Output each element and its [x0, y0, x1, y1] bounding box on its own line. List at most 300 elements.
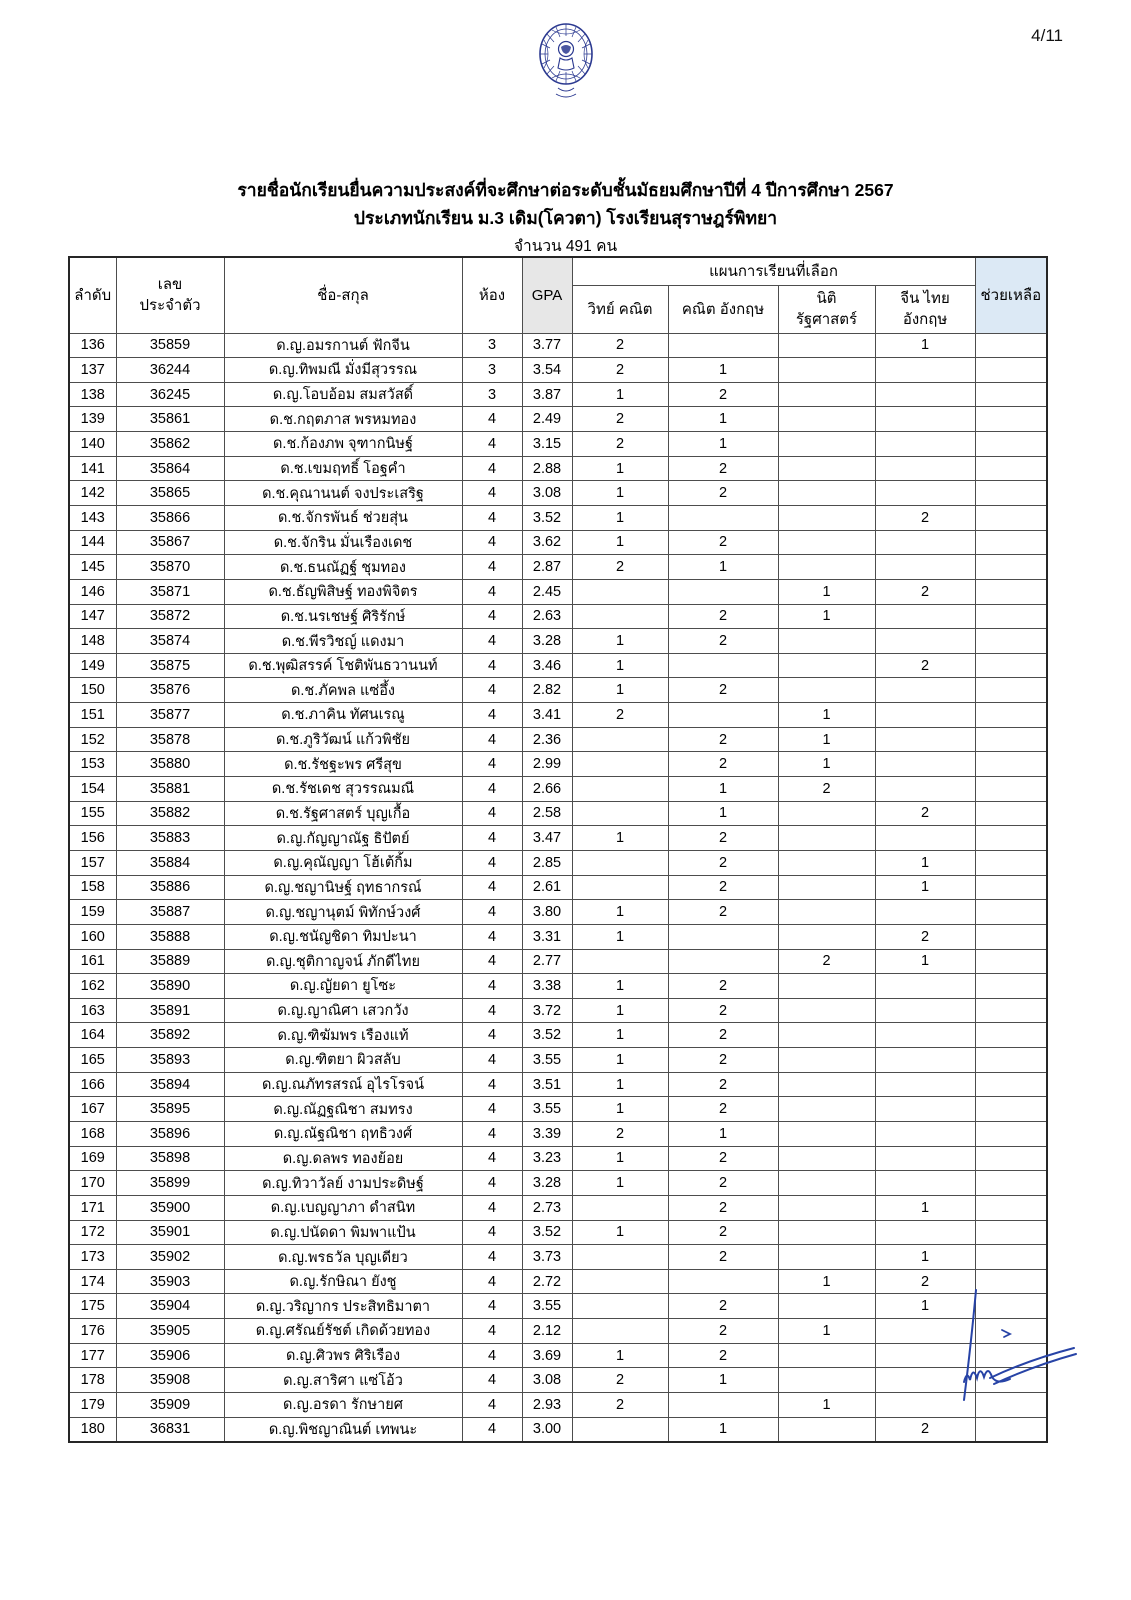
cell-plan-math-eng: 2 — [668, 678, 778, 703]
cell-plan-law-polsci — [778, 678, 875, 703]
cell-gpa: 2.58 — [522, 801, 572, 826]
cell-plan-math-eng — [668, 1393, 778, 1418]
cell-name: ด.ช.รัฐศาสตร์ บุญเกื้อ — [224, 801, 462, 826]
cell-plan-sci-math: 2 — [572, 703, 668, 728]
cell-no: 156 — [69, 826, 116, 851]
cell-name: ด.ช.เขมฤทธิ์ โอฐคำ — [224, 456, 462, 481]
cell-name: ด.ช.พีรวิชญ์ แดงมา — [224, 629, 462, 654]
cell-plan-chi-thai-eng: 2 — [875, 924, 975, 949]
cell-help — [975, 530, 1047, 555]
cell-plan-chi-thai-eng — [875, 432, 975, 457]
cell-gpa: 3.41 — [522, 703, 572, 728]
cell-plan-chi-thai-eng: 1 — [875, 949, 975, 974]
cell-plan-law-polsci: 1 — [778, 1269, 875, 1294]
cell-help — [975, 1072, 1047, 1097]
cell-plan-law-polsci — [778, 1122, 875, 1147]
cell-plan-sci-math: 2 — [572, 1122, 668, 1147]
cell-student-id: 35874 — [116, 629, 224, 654]
cell-plan-math-eng: 2 — [668, 826, 778, 851]
cell-plan-math-eng: 2 — [668, 727, 778, 752]
cell-plan-math-eng: 2 — [668, 875, 778, 900]
cell-plan-law-polsci: 1 — [778, 703, 875, 728]
cell-plan-chi-thai-eng: 1 — [875, 1245, 975, 1270]
cell-room: 3 — [462, 358, 522, 383]
cell-gpa: 3.55 — [522, 1048, 572, 1073]
cell-plan-sci-math: 1 — [572, 1072, 668, 1097]
plan3-line1: นิติ — [816, 290, 837, 307]
cell-plan-chi-thai-eng — [875, 1122, 975, 1147]
cell-student-id: 35908 — [116, 1368, 224, 1393]
cell-plan-math-eng: 2 — [668, 1023, 778, 1048]
cell-plan-chi-thai-eng — [875, 1072, 975, 1097]
cell-name: ด.ช.รัชเดช สุวรรณมณี — [224, 777, 462, 802]
cell-no: 164 — [69, 1023, 116, 1048]
cell-plan-chi-thai-eng — [875, 382, 975, 407]
cell-no: 160 — [69, 924, 116, 949]
cell-student-id: 35878 — [116, 727, 224, 752]
cell-student-id: 35882 — [116, 801, 224, 826]
cell-gpa: 2.82 — [522, 678, 572, 703]
cell-plan-math-eng: 2 — [668, 1294, 778, 1319]
cell-student-id: 35888 — [116, 924, 224, 949]
cell-room: 4 — [462, 1269, 522, 1294]
cell-help — [975, 432, 1047, 457]
table-row — [69, 678, 1047, 703]
cell-no: 148 — [69, 629, 116, 654]
cell-gpa: 2.93 — [522, 1393, 572, 1418]
cell-help — [975, 1146, 1047, 1171]
cell-help — [975, 456, 1047, 481]
cell-room: 4 — [462, 456, 522, 481]
cell-gpa: 2.12 — [522, 1319, 572, 1344]
cell-no: 176 — [69, 1319, 116, 1344]
table-row — [69, 1122, 1047, 1147]
plan4-line2: อังกฤษ — [902, 311, 948, 328]
table-row — [69, 358, 1047, 383]
cell-plan-law-polsci — [778, 998, 875, 1023]
cell-plan-law-polsci: 1 — [778, 752, 875, 777]
cell-gpa: 3.62 — [522, 530, 572, 555]
cell-room: 4 — [462, 1294, 522, 1319]
cell-name: ด.ญ.ดลพร ทองย้อย — [224, 1146, 462, 1171]
table-row — [69, 1171, 1047, 1196]
cell-plan-chi-thai-eng — [875, 555, 975, 580]
cell-room: 4 — [462, 1171, 522, 1196]
col-header-plan-chi-thai-eng — [875, 285, 975, 333]
cell-name: ด.ช.จักริน มั่นเรืองเดช — [224, 530, 462, 555]
cell-no: 163 — [69, 998, 116, 1023]
cell-gpa: 2.45 — [522, 579, 572, 604]
cell-plan-sci-math: 1 — [572, 1343, 668, 1368]
cell-plan-math-eng: 2 — [668, 1048, 778, 1073]
cell-plan-law-polsci — [778, 875, 875, 900]
cell-no: 178 — [69, 1368, 116, 1393]
cell-name: ด.ญ.พิชญาณินต์ เทพนะ — [224, 1417, 462, 1442]
col-header-id-line2: ประจำตัว — [139, 297, 201, 315]
cell-help — [975, 752, 1047, 777]
cell-name: ด.ญ.ทิพมณี มั่งมีสุวรรณ — [224, 358, 462, 383]
cell-plan-math-eng: 2 — [668, 1319, 778, 1344]
cell-plan-chi-thai-eng — [875, 703, 975, 728]
cell-room: 4 — [462, 407, 522, 432]
col-header-no: ลำดับ — [69, 257, 116, 333]
cell-room: 4 — [462, 900, 522, 925]
cell-gpa: 2.73 — [522, 1195, 572, 1220]
table-row — [69, 1319, 1047, 1344]
cell-help — [975, 949, 1047, 974]
cell-plan-chi-thai-eng — [875, 752, 975, 777]
cell-no: 170 — [69, 1171, 116, 1196]
cell-help — [975, 1171, 1047, 1196]
cell-student-id: 35862 — [116, 432, 224, 457]
cell-help — [975, 1048, 1047, 1073]
cell-room: 3 — [462, 333, 522, 358]
cell-room: 4 — [462, 1048, 522, 1073]
cell-name: ด.ช.พุฒิสรรค์ โชติพันธวานนท์ — [224, 653, 462, 678]
cell-plan-math-eng: 2 — [668, 1195, 778, 1220]
cell-student-id: 35904 — [116, 1294, 224, 1319]
cell-plan-chi-thai-eng — [875, 777, 975, 802]
cell-help — [975, 555, 1047, 580]
cell-no: 137 — [69, 358, 116, 383]
cell-student-id: 36245 — [116, 382, 224, 407]
cell-plan-chi-thai-eng — [875, 1023, 975, 1048]
cell-room: 4 — [462, 703, 522, 728]
cell-gpa: 3.52 — [522, 505, 572, 530]
table-row — [69, 777, 1047, 802]
cell-student-id: 35886 — [116, 875, 224, 900]
table-row — [69, 629, 1047, 654]
cell-no: 165 — [69, 1048, 116, 1073]
cell-plan-math-eng: 1 — [668, 1417, 778, 1442]
cell-name: ด.ช.กฤตภาส พรหมทอง — [224, 407, 462, 432]
cell-plan-law-polsci — [778, 1023, 875, 1048]
cell-plan-law-polsci — [778, 1220, 875, 1245]
cell-plan-sci-math: 1 — [572, 924, 668, 949]
cell-student-id: 35875 — [116, 653, 224, 678]
cell-student-id: 35902 — [116, 1245, 224, 1270]
cell-help — [975, 875, 1047, 900]
cell-plan-chi-thai-eng: 1 — [875, 1195, 975, 1220]
cell-name: ด.ช.ภัคพล แซ่อึ้ง — [224, 678, 462, 703]
cell-plan-math-eng — [668, 1269, 778, 1294]
cell-plan-law-polsci — [778, 530, 875, 555]
cell-gpa: 3.39 — [522, 1122, 572, 1147]
cell-plan-math-eng — [668, 505, 778, 530]
cell-no: 136 — [69, 333, 116, 358]
cell-plan-chi-thai-eng — [875, 530, 975, 555]
table-row — [69, 949, 1047, 974]
cell-help — [975, 1122, 1047, 1147]
table-row — [69, 875, 1047, 900]
cell-gpa: 2.61 — [522, 875, 572, 900]
cell-plan-sci-math — [572, 752, 668, 777]
cell-no: 172 — [69, 1220, 116, 1245]
table-row — [69, 1269, 1047, 1294]
cell-help — [975, 1393, 1047, 1418]
cell-name: ด.ญ.ทิวาวัลย์ งามประดิษฐ์ — [224, 1171, 462, 1196]
cell-student-id: 35866 — [116, 505, 224, 530]
table-row — [69, 530, 1047, 555]
cell-help — [975, 481, 1047, 506]
cell-room: 4 — [462, 974, 522, 999]
plan4-line1: จีน ไทย — [900, 290, 950, 307]
table-row — [69, 456, 1047, 481]
cell-plan-law-polsci — [778, 974, 875, 999]
cell-plan-sci-math: 1 — [572, 1146, 668, 1171]
cell-help — [975, 1343, 1047, 1368]
cell-help — [975, 974, 1047, 999]
cell-gpa: 2.77 — [522, 949, 572, 974]
cell-plan-math-eng — [668, 924, 778, 949]
cell-help — [975, 727, 1047, 752]
cell-name: ด.ช.จักรพันธ์ ช่วยสุ่น — [224, 505, 462, 530]
cell-plan-math-eng: 2 — [668, 1220, 778, 1245]
cell-plan-chi-thai-eng: 2 — [875, 653, 975, 678]
cell-plan-sci-math: 1 — [572, 653, 668, 678]
cell-no: 142 — [69, 481, 116, 506]
table-row — [69, 1343, 1047, 1368]
cell-no: 140 — [69, 432, 116, 457]
cell-student-id: 35883 — [116, 826, 224, 851]
cell-student-id: 35865 — [116, 481, 224, 506]
cell-no: 149 — [69, 653, 116, 678]
cell-plan-law-polsci — [778, 850, 875, 875]
cell-name: ด.ญ.อมรกานต์ ฟักจีน — [224, 333, 462, 358]
table-row — [69, 850, 1047, 875]
cell-gpa: 3.38 — [522, 974, 572, 999]
cell-plan-law-polsci — [778, 1097, 875, 1122]
cell-room: 4 — [462, 653, 522, 678]
cell-plan-math-eng — [668, 579, 778, 604]
col-header-plan-group: แผนการเรียนที่เลือก — [572, 257, 975, 285]
cell-gpa: 2.88 — [522, 456, 572, 481]
cell-help — [975, 579, 1047, 604]
cell-plan-math-eng: 2 — [668, 752, 778, 777]
cell-plan-chi-thai-eng: 2 — [875, 505, 975, 530]
table-row — [69, 604, 1047, 629]
cell-gpa: 2.63 — [522, 604, 572, 629]
cell-plan-math-eng: 2 — [668, 1097, 778, 1122]
cell-room: 4 — [462, 1220, 522, 1245]
cell-help — [975, 703, 1047, 728]
table-row — [69, 1023, 1047, 1048]
cell-gpa: 3.08 — [522, 1368, 572, 1393]
cell-plan-math-eng: 1 — [668, 432, 778, 457]
cell-plan-chi-thai-eng — [875, 1368, 975, 1393]
cell-room: 4 — [462, 1368, 522, 1393]
cell-plan-law-polsci — [778, 629, 875, 654]
cell-student-id: 35859 — [116, 333, 224, 358]
cell-no: 171 — [69, 1195, 116, 1220]
cell-room: 4 — [462, 949, 522, 974]
cell-help — [975, 382, 1047, 407]
cell-name: ด.ญ.รักษิณา ยังชู — [224, 1269, 462, 1294]
cell-plan-chi-thai-eng: 1 — [875, 875, 975, 900]
cell-student-id: 36831 — [116, 1417, 224, 1442]
cell-gpa: 3.47 — [522, 826, 572, 851]
cell-plan-math-eng: 1 — [668, 801, 778, 826]
cell-plan-sci-math: 1 — [572, 456, 668, 481]
cell-plan-sci-math: 1 — [572, 481, 668, 506]
cell-plan-sci-math — [572, 875, 668, 900]
cell-room: 4 — [462, 1097, 522, 1122]
table-row — [69, 481, 1047, 506]
cell-plan-chi-thai-eng — [875, 900, 975, 925]
cell-help — [975, 850, 1047, 875]
cell-plan-chi-thai-eng — [875, 1343, 975, 1368]
cell-plan-math-eng: 1 — [668, 777, 778, 802]
cell-gpa: 3.28 — [522, 629, 572, 654]
cell-room: 4 — [462, 777, 522, 802]
cell-plan-sci-math: 1 — [572, 998, 668, 1023]
cell-gpa: 2.49 — [522, 407, 572, 432]
cell-plan-law-polsci — [778, 1245, 875, 1270]
cell-gpa: 3.73 — [522, 1245, 572, 1270]
cell-student-id: 35889 — [116, 949, 224, 974]
student-roster-table — [68, 256, 1048, 1443]
col-header-student-id — [116, 257, 224, 333]
cell-plan-law-polsci — [778, 333, 875, 358]
cell-name: ด.ญ.ศิวพร ศิริเรือง — [224, 1343, 462, 1368]
table-row — [69, 1245, 1047, 1270]
cell-room: 4 — [462, 1195, 522, 1220]
cell-plan-law-polsci — [778, 456, 875, 481]
cell-gpa: 3.52 — [522, 1023, 572, 1048]
cell-name: ด.ญ.ญัยดา ยูโซะ — [224, 974, 462, 999]
cell-room: 4 — [462, 1343, 522, 1368]
cell-student-id: 35909 — [116, 1393, 224, 1418]
plan3-line2: รัฐศาสตร์ — [795, 311, 858, 328]
cell-plan-chi-thai-eng — [875, 407, 975, 432]
cell-no: 179 — [69, 1393, 116, 1418]
cell-plan-chi-thai-eng — [875, 1146, 975, 1171]
table-row — [69, 826, 1047, 851]
cell-plan-sci-math: 1 — [572, 826, 668, 851]
cell-room: 4 — [462, 1245, 522, 1270]
cell-room: 4 — [462, 727, 522, 752]
cell-name: ด.ช.คุณานนต์ จงประเสริฐ — [224, 481, 462, 506]
cell-name: ด.ญ.ฑิฆัมพร เรืองแท้ — [224, 1023, 462, 1048]
cell-plan-law-polsci — [778, 1294, 875, 1319]
cell-room: 4 — [462, 752, 522, 777]
cell-plan-chi-thai-eng — [875, 974, 975, 999]
col-header-plan-law-polsci — [778, 285, 875, 333]
cell-plan-chi-thai-eng — [875, 1319, 975, 1344]
cell-plan-sci-math: 2 — [572, 1393, 668, 1418]
cell-plan-law-polsci — [778, 801, 875, 826]
cell-no: 147 — [69, 604, 116, 629]
cell-plan-math-eng: 1 — [668, 1368, 778, 1393]
cell-room: 4 — [462, 505, 522, 530]
cell-plan-sci-math: 1 — [572, 1097, 668, 1122]
table-row — [69, 900, 1047, 925]
cell-name: ด.ช.ธนณัฏฐ์ ชุมทอง — [224, 555, 462, 580]
cell-plan-sci-math: 2 — [572, 407, 668, 432]
cell-name: ด.ญ.พรธวัล บุญเดียว — [224, 1245, 462, 1270]
cell-gpa: 3.69 — [522, 1343, 572, 1368]
cell-plan-sci-math: 2 — [572, 1368, 668, 1393]
cell-gpa: 3.31 — [522, 924, 572, 949]
cell-plan-law-polsci — [778, 407, 875, 432]
cell-plan-math-eng — [668, 949, 778, 974]
cell-student-id: 35867 — [116, 530, 224, 555]
cell-no: 174 — [69, 1269, 116, 1294]
cell-student-id: 35884 — [116, 850, 224, 875]
cell-plan-sci-math — [572, 1294, 668, 1319]
cell-room: 4 — [462, 875, 522, 900]
cell-name: ด.ญ.ฑิตยา ผิวสลับ — [224, 1048, 462, 1073]
cell-gpa: 2.87 — [522, 555, 572, 580]
table-row — [69, 407, 1047, 432]
cell-room: 4 — [462, 555, 522, 580]
cell-student-id: 35895 — [116, 1097, 224, 1122]
cell-plan-math-eng: 2 — [668, 1171, 778, 1196]
cell-room: 4 — [462, 1319, 522, 1344]
cell-plan-chi-thai-eng: 1 — [875, 333, 975, 358]
cell-plan-math-eng: 2 — [668, 1146, 778, 1171]
cell-plan-sci-math — [572, 801, 668, 826]
cell-plan-law-polsci — [778, 1171, 875, 1196]
cell-no: 166 — [69, 1072, 116, 1097]
cell-plan-chi-thai-eng — [875, 358, 975, 383]
cell-plan-chi-thai-eng — [875, 1048, 975, 1073]
cell-help — [975, 1245, 1047, 1270]
cell-room: 4 — [462, 432, 522, 457]
cell-help — [975, 801, 1047, 826]
cell-help — [975, 653, 1047, 678]
cell-gpa: 2.72 — [522, 1269, 572, 1294]
cell-gpa: 3.51 — [522, 1072, 572, 1097]
cell-student-id: 35894 — [116, 1072, 224, 1097]
cell-plan-sci-math — [572, 777, 668, 802]
cell-plan-chi-thai-eng: 1 — [875, 850, 975, 875]
table-row — [69, 1368, 1047, 1393]
cell-plan-math-eng: 2 — [668, 481, 778, 506]
cell-no: 150 — [69, 678, 116, 703]
cell-student-id: 35896 — [116, 1122, 224, 1147]
cell-plan-math-eng: 2 — [668, 456, 778, 481]
table-row — [69, 579, 1047, 604]
cell-room: 3 — [462, 382, 522, 407]
cell-plan-chi-thai-eng: 1 — [875, 1294, 975, 1319]
cell-plan-chi-thai-eng — [875, 481, 975, 506]
cell-room: 4 — [462, 850, 522, 875]
cell-name: ด.ญ.คุณัญญา โฮ้เต้กิ้ม — [224, 850, 462, 875]
document-title-line1: รายชื่อนักเรียนยื่นความประสงค์ที่จะศึกษาต่อระดับชั้นมัธยมศึกษาปีที่ 4 ปีการศึกษา 2567 — [237, 180, 894, 200]
cell-gpa: 3.46 — [522, 653, 572, 678]
page-number: 4/11 — [1031, 26, 1063, 45]
cell-gpa: 2.66 — [522, 777, 572, 802]
table-row — [69, 555, 1047, 580]
cell-student-id: 35898 — [116, 1146, 224, 1171]
cell-plan-law-polsci — [778, 481, 875, 506]
cell-student-id: 35872 — [116, 604, 224, 629]
cell-name: ด.ญ.ณัฏฐณิชา สมทรง — [224, 1097, 462, 1122]
cell-plan-sci-math: 1 — [572, 505, 668, 530]
cell-plan-sci-math: 1 — [572, 530, 668, 555]
cell-gpa: 3.54 — [522, 358, 572, 383]
cell-help — [975, 1417, 1047, 1442]
cell-no: 161 — [69, 949, 116, 974]
cell-student-id: 35880 — [116, 752, 224, 777]
table-row — [69, 333, 1047, 358]
cell-help — [975, 358, 1047, 383]
cell-room: 4 — [462, 678, 522, 703]
cell-student-id: 35905 — [116, 1319, 224, 1344]
table-row — [69, 505, 1047, 530]
col-header-plan-math-eng: คณิต อังกฤษ — [668, 285, 778, 333]
